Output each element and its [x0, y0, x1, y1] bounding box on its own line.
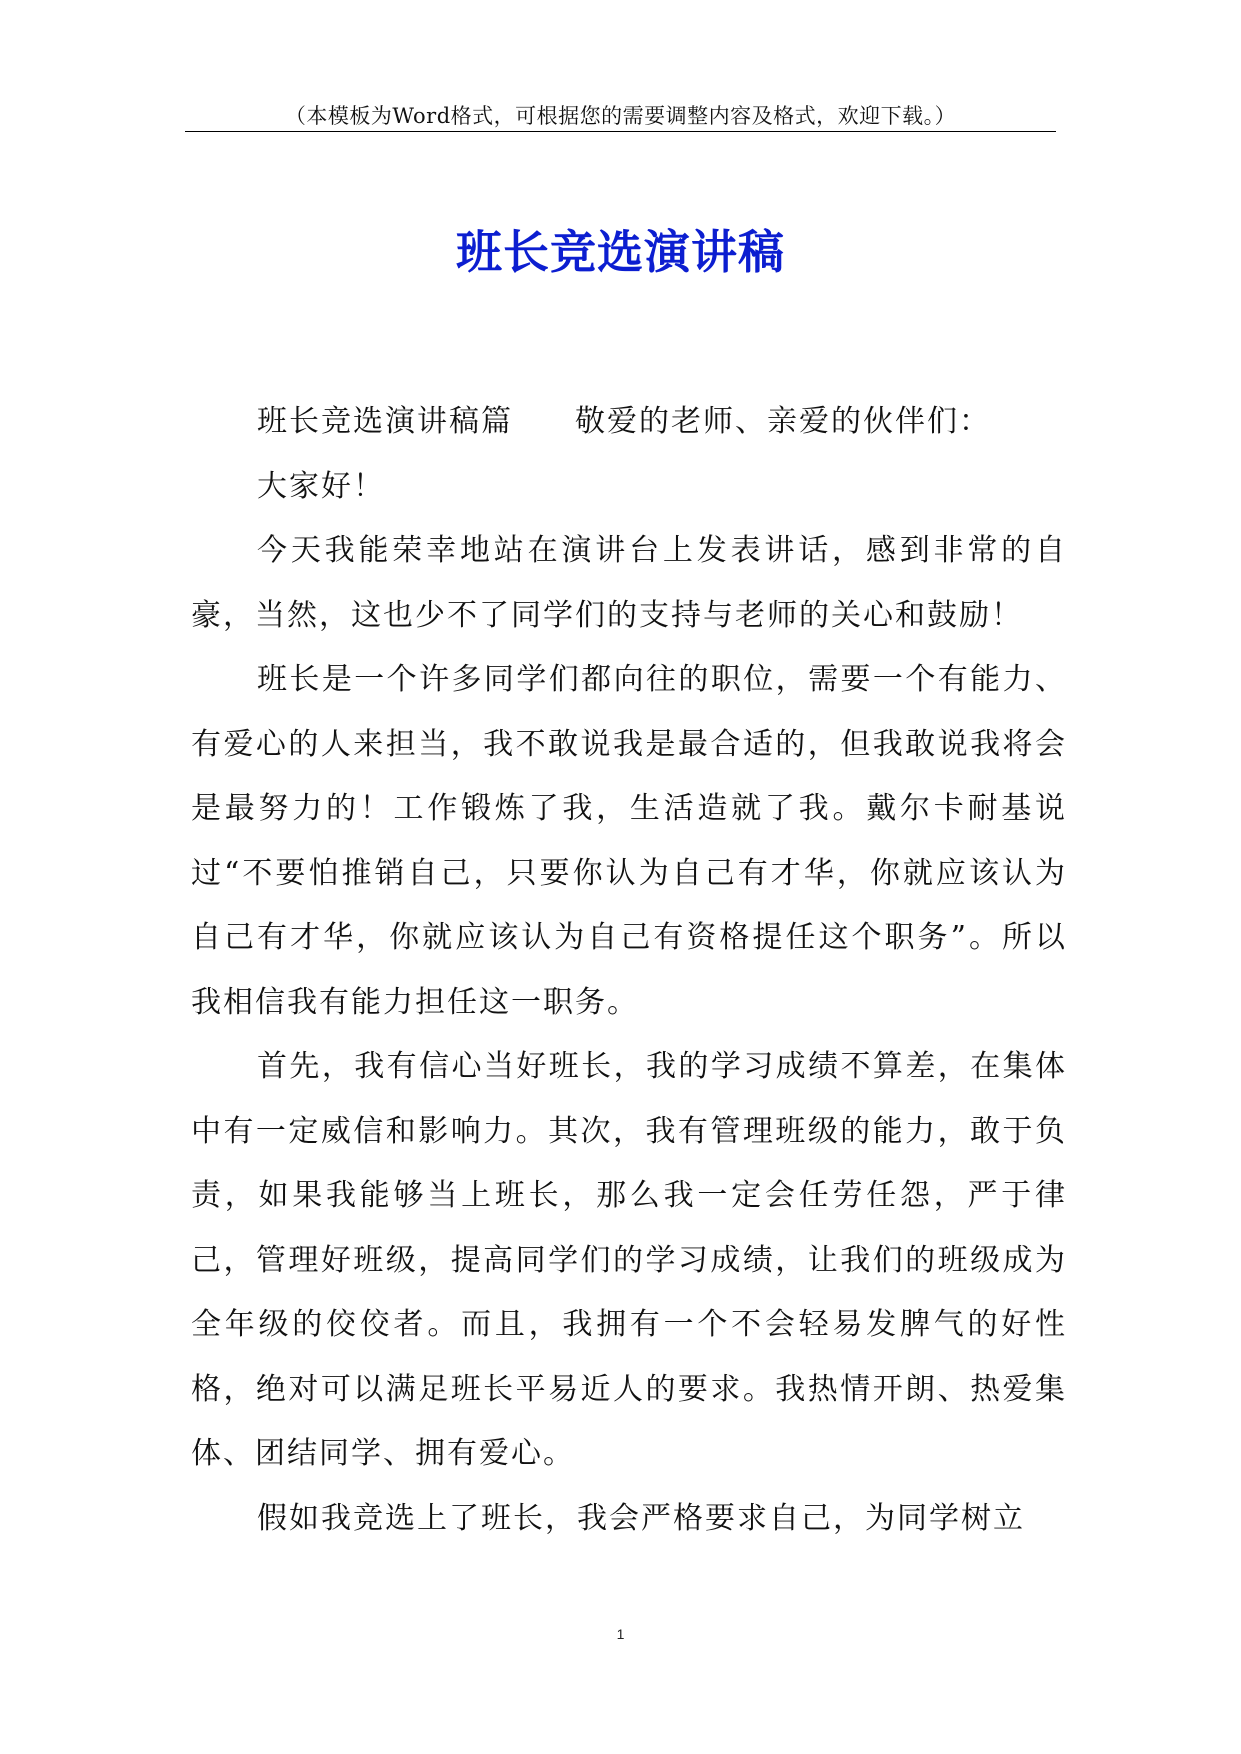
template-header-note: （本模板为Word格式，可根据您的需要调整内容及格式，欢迎下载。） — [284, 104, 957, 128]
header-divider — [185, 131, 1056, 132]
opening-part-2: 敬爱的老师、亲爱的伙伴们： — [575, 404, 991, 439]
paragraph-1: 今天我能荣幸地站在演讲台上发表讲话，感到非常的自豪，当然，这也少不了同学们的支持与老师的关心和鼓励！ — [191, 533, 1067, 633]
opening-line — [191, 390, 1067, 455]
paragraph-4: 假如我竞选上了班长，我会严格要求自己，为同学树立 — [257, 1500, 1025, 1536]
opening-part-1: 班长竞选演讲稿篇 — [257, 404, 513, 439]
paragraph-3: 首先，我有信心当好班长，我的学习成绩不算差，在集体中有一定威信和影响力。其次，我有管理班级的能力，敢于负责，如果我能够当上班长，那么我一定会任劳任怨，严于律己，管理好班级，提高同学们的学习成绩，让我们的班级成为全年级的佼佼者。而且，我拥有一个不会轻易发脾气的好性格，绝对可以满足班长平易近人的要求。我热情开朗、热爱集体、团结同学、拥有爱心。 — [191, 1049, 1067, 1471]
page-number: 1 — [616, 1626, 625, 1642]
paragraph-greeting: 大家好！ — [257, 468, 385, 504]
paragraph-2: 班长是一个许多同学们都向往的职位，需要一个有能力、有爱心的人来担当，我不敢说我是最合适的，但我敢说我将会是最努力的！工作锻炼了我，生活造就了我。戴尔卡耐基说过“不要怕推销自己，只要你认为自己有才华，你就应该认为自己有才华，你就应该认为自己有资格提任这个职务”。所以我相信我有能力担任这一职务。 — [191, 662, 1067, 1020]
document-body — [191, 390, 1067, 1551]
document-title: 班长竞选演讲稿 — [456, 225, 785, 279]
